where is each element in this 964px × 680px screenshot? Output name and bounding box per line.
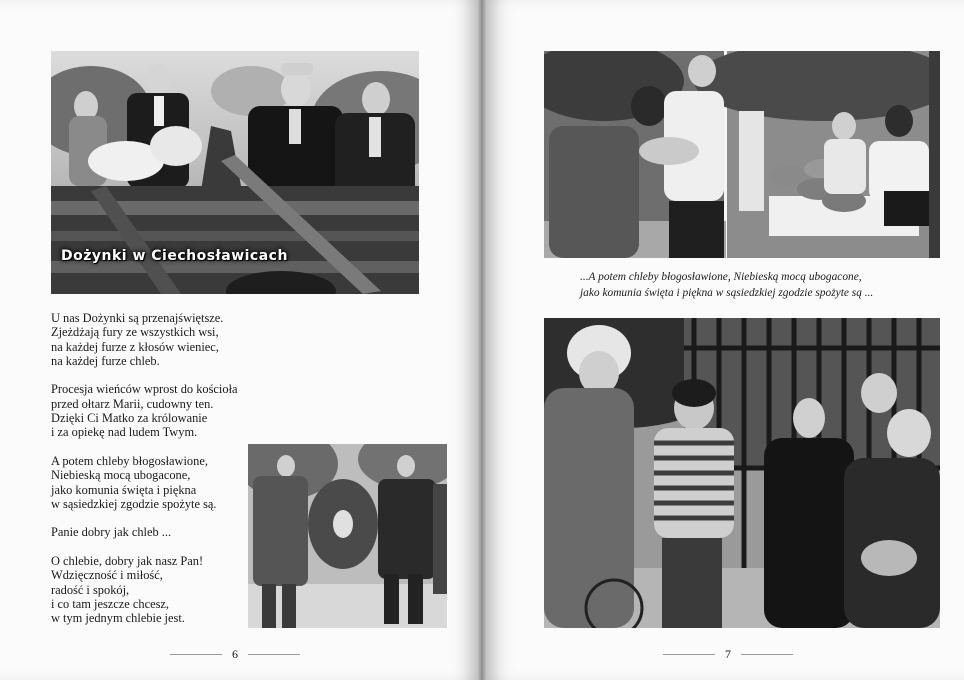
quote-line: jako komunia święta i piękna w sąsiedzkiej zgodzie spożyte są ... [580, 286, 874, 299]
poem-line: Niebieską mocą ubogacone, [51, 468, 191, 483]
poem-line: na każdej furze z kłosów wieniec, [51, 339, 219, 354]
poem-line: Wdzięczność i miłość, [51, 568, 163, 583]
poem-line: A potem chleby błogosławione, [51, 453, 208, 468]
poem-line: jako komunia święta i piękna [51, 482, 197, 497]
quote [580, 270, 920, 301]
poem-stanza [51, 382, 236, 439]
footer-rule [170, 654, 222, 655]
left-page [0, 0, 478, 680]
book-gutter [478, 0, 486, 680]
poem-line: przed ołtarz Marii, cudowny ten. [51, 396, 214, 411]
women-sharing-bread-photo [544, 318, 940, 628]
procession-photo [248, 444, 447, 628]
poem-line: i za opiekę nad ludem Twym. [51, 425, 198, 440]
photo-title: Dożynki w Ciechosławicach [61, 248, 288, 264]
right-page [486, 0, 964, 680]
poem-stanza [51, 554, 236, 625]
poem-line: U nas Dożynki są przenajświętsze. [51, 311, 224, 325]
page-number: 7 [725, 646, 731, 661]
poem-stanza [51, 454, 236, 511]
poem-line: w tym jednym chlebie jest. [51, 611, 185, 626]
page-number: 6 [232, 646, 238, 661]
harvest-cart-photo [51, 51, 419, 294]
poem-line: radość i spokój, [51, 582, 130, 597]
quote-line: ...A potem chleby błogosławione, Niebieską mocą ubogacone, [580, 271, 862, 283]
page-footer [658, 646, 798, 662]
poem-line: Dzięki Ci Matko za królowanie [51, 411, 208, 426]
poem-line: na każdej furze chleb. [51, 353, 160, 368]
poem [51, 311, 236, 640]
poem-line: O chlebie, dobry jak nasz Pan! [51, 554, 204, 569]
footer-rule [663, 654, 715, 655]
poem-line: Zjeżdżają fury ze wszystkich wsi, [51, 325, 219, 340]
poem-line: Panie dobry jak chleb ... [51, 525, 172, 540]
footer-rule [741, 654, 793, 655]
poem-stanza [51, 525, 236, 539]
poem-line: i co tam jeszcze chcesz, [51, 596, 169, 611]
page-footer [165, 646, 305, 662]
poem-stanza [51, 311, 236, 368]
bread-blessing-photo [544, 51, 940, 258]
poem-line: Procesja wieńców wprost do kościoła [51, 382, 238, 397]
poem-line: w sąsiedzkiej zgodzie spożyte są. [51, 496, 217, 511]
footer-rule [248, 654, 300, 655]
